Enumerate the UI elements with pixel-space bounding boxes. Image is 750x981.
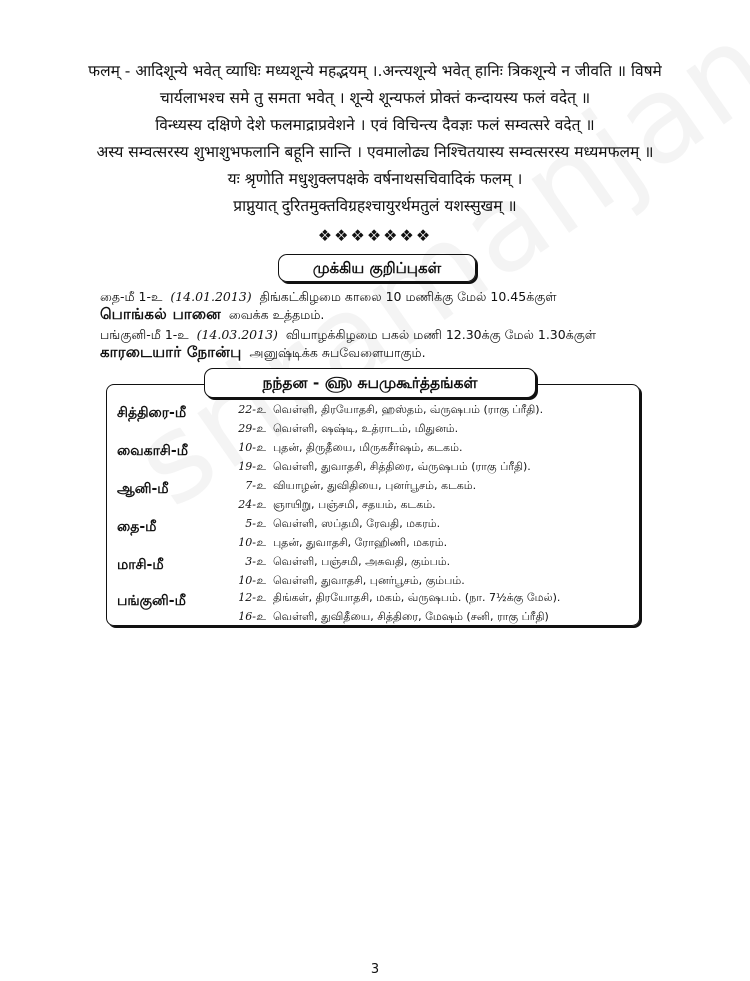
entry-details: வெள்ளி, ஸப்தமி, ரேவதி, மகரம். bbox=[273, 517, 441, 530]
month-name: தை-மீ bbox=[117, 519, 157, 535]
entry-day: 19-உ bbox=[238, 460, 266, 473]
entry-details: புதன், திருதீயை, மிருகசீர்ஷம், கடகம். bbox=[273, 441, 463, 454]
sanskrit-verse-line: फलम् - आदिशून्ये भवेत् व्याधिः मध्यशून्ये महद्भयम् ।.अन्त्यशून्ये भवेत् हानिः त्रिकशून्ये न जीवति ॥ विषमे bbox=[88, 62, 662, 80]
note-text: அனுஷ்டிக்க சுபவேளையாகும். bbox=[249, 345, 426, 360]
entry-details: புதன், துவாதசி, ரோஹிணி, மகரம். bbox=[273, 536, 448, 549]
ornament-divider: ❖❖❖❖❖❖❖ bbox=[317, 226, 433, 245]
month-name: வைகாசி-மீ bbox=[117, 443, 188, 459]
sanskrit-verse-line: यः श्रृणोति मधुशुक्लपक्षके वर्षनाथसचिवादिकं फलम् । bbox=[227, 170, 523, 188]
entry-details: வெள்ளி, துவிதீயை, சித்திரை, மேஷம் (சனி, ராகு ப்ரீதி) bbox=[273, 610, 549, 623]
entry-details: வெள்ளி, துவாதசி, சித்திரை, வ்ருஷபம் (ராகு ப்ரீதி). bbox=[273, 460, 531, 473]
muhurta-title: நந்தன - ௵ சுபமுகூர்த்தங்கள் bbox=[204, 368, 536, 398]
entry-day: 22-உ bbox=[238, 403, 266, 416]
entry-details: ஞாயிறு, பஞ்சமி, சதயம், கடகம். bbox=[273, 498, 436, 511]
entry-day: 10-உ bbox=[238, 441, 266, 454]
month-name: சித்திரை-மீ bbox=[117, 405, 187, 421]
entry-day: 24-உ bbox=[238, 498, 266, 511]
note-line bbox=[100, 327, 596, 344]
sanskrit-verse-line: प्राप्नुयात् दुरितमुक्तविग्रहश्चायुरर्थमतुलं यशस्सुखम् ॥ bbox=[233, 197, 517, 215]
note-text: வியாழக்கிழமை பகல் மணி 12.30க்கு மேல் 1.30க்குள் bbox=[285, 327, 597, 342]
note-line bbox=[100, 305, 324, 325]
entry-day: 3-உ bbox=[245, 555, 266, 568]
muhurta-table bbox=[106, 384, 640, 626]
note-text: வைக்க உத்தமம். bbox=[228, 307, 325, 322]
note-text: திங்கட்கிழமை காலை 10 மணிக்கு மேல் 10.45க்குள் bbox=[259, 289, 557, 304]
note-prefix: பங்குனி-மீ 1-உ bbox=[100, 327, 189, 342]
page-number: 3 bbox=[370, 962, 380, 977]
note-highlight: பொங்கல் பானை bbox=[100, 305, 221, 323]
entry-day: 7-உ bbox=[245, 479, 266, 492]
entry-details: வெள்ளி, பஞ்சமி, அசுவதி, கும்பம். bbox=[273, 555, 451, 568]
note-line bbox=[100, 289, 557, 306]
month-name: ஆனி-மீ bbox=[117, 481, 169, 497]
entry-details: திங்கள், திரயோதசி, மகம், வ்ருஷபம். (நா. 7½க்கு மேல்). bbox=[273, 591, 561, 604]
sanskrit-verse-line: अस्य सम्वत्सरस्य शुभाशुभफलानि बहूनि सान्ति । एवमालोढ्य निश्चितयास्य सम्वत्सरस्य मध्यमफलम् ॥ bbox=[96, 143, 654, 161]
entry-details: வெள்ளி, துவாதசி, புனர்பூசம், கும்பம். bbox=[273, 574, 465, 587]
entry-details: வியாழன், துவிதியை, புனர்பூசம், கடகம். bbox=[273, 479, 477, 492]
sanskrit-verse-line: विन्ध्यस्य दक्षिणे देशे फलमाद्राप्रवेशने । एवं विचिन्त्य दैवज्ञः फलं सम्वत्सरे वदेत् ॥ bbox=[155, 116, 595, 134]
entry-details: வெள்ளி, ஷஷ்டி, உத்ராடம், மிதுனம். bbox=[273, 422, 459, 435]
note-line bbox=[100, 343, 426, 363]
entry-day: 10-உ bbox=[238, 574, 266, 587]
month-name: மாசி-மீ bbox=[117, 557, 164, 573]
entry-day: 5-உ bbox=[245, 517, 266, 530]
sanskrit-verse-line: चार्यलाभश्च समे तु समता भवेत् । शून्ये शून्यफलं प्रोक्तं कन्दायस्य फलं वदेत् ॥ bbox=[159, 89, 591, 107]
note-prefix: தை-மீ 1-உ bbox=[100, 289, 163, 304]
notes-title: முக்கிய குறிப்புகள் bbox=[278, 254, 476, 282]
entry-details: வெள்ளி, திரயோதசி, ஹஸ்தம், வ்ருஷபம் (ராகு ப்ரீதி). bbox=[273, 403, 544, 416]
month-name: பங்குனி-மீ bbox=[117, 593, 186, 609]
entry-day: 10-உ bbox=[238, 536, 266, 549]
entry-day: 12-உ bbox=[238, 591, 266, 604]
note-date: (14.03.2013) bbox=[196, 327, 278, 342]
note-date: (14.01.2013) bbox=[170, 289, 252, 304]
note-highlight: காரடையார் நோன்பு bbox=[100, 343, 242, 361]
entry-day: 16-உ bbox=[238, 610, 266, 623]
entry-day: 29-உ bbox=[238, 422, 266, 435]
